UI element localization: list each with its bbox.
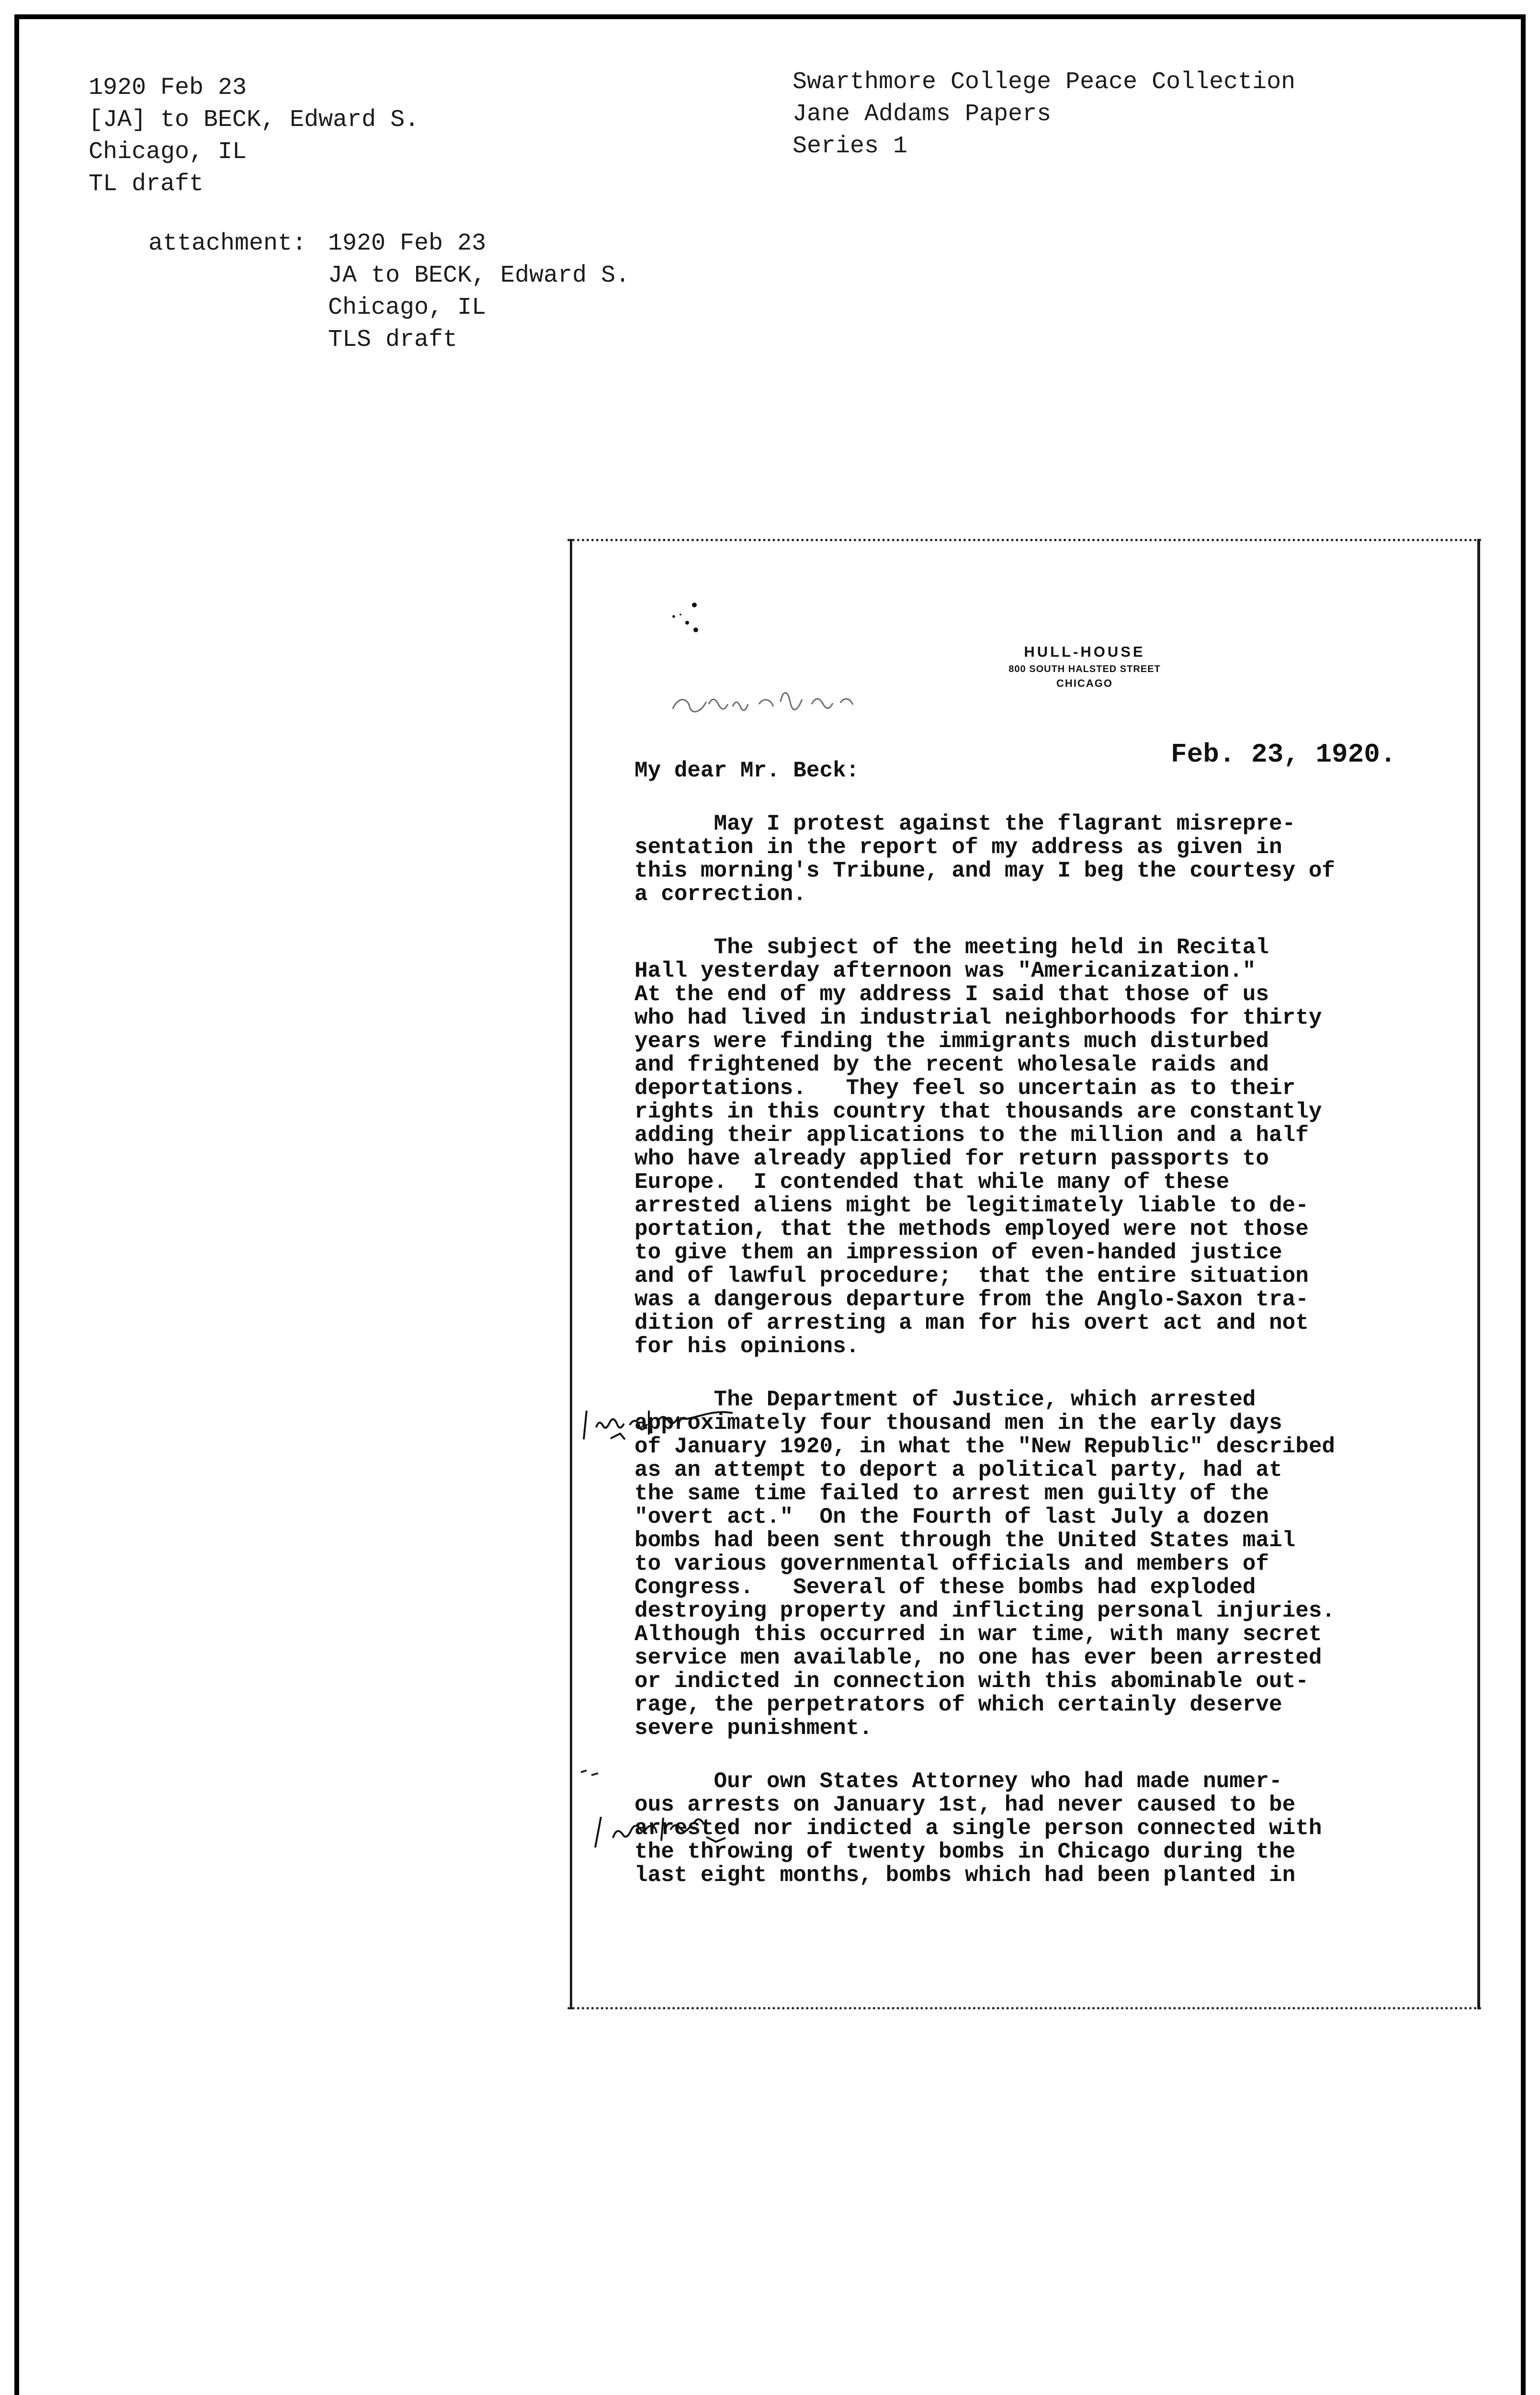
collection-series: Series 1 [793,133,908,160]
text-line: Hall yesterday afternoon was "Americanization." [634,958,1256,983]
attachment-label: attachment: [148,230,307,257]
paragraph-2 [634,936,1458,1358]
catalog-place: Chicago, IL [89,138,247,166]
text-line: for his opinions. [634,1334,860,1359]
text-line: this morning's Tribune, and may I beg the courtesy of [634,858,1336,883]
handwritten-annotation [577,1401,749,1444]
text-line: Although this occurred in war time, with many secret [634,1622,1322,1647]
attachment-date: 1920 Feb 23 [328,230,487,257]
letter-body [634,759,1458,1887]
paragraph-1 [634,812,1458,906]
text-line: dition of arresting a man for his overt act and not [634,1311,1309,1335]
text-line: "overt act." On the Fourth of last July a dozen [634,1505,1269,1529]
letter-top-edge [567,539,1482,541]
margin-mark [577,1763,606,1782]
text-line: severe punishment. [634,1716,872,1741]
letter-page [570,539,1480,2009]
text-line: At the end of my address I said that those of us [634,982,1269,1007]
text-line: of January 1920, in what the "New Republic" described [634,1434,1336,1459]
text-line: sentation in the report of my address as given in [634,835,1282,860]
text-line: as an attempt to deport a political party, had at [634,1458,1282,1483]
text-line: years were finding the immigrants much disturbed [634,1029,1269,1054]
collection-papers: Jane Addams Papers [793,101,1052,128]
letterhead-street: 800 SOUTH HALSTED STREET [1008,664,1161,674]
text-line: who had lived in industrial neighborhoods for thirty [634,1005,1322,1030]
text-line: who have already applied for return passports to [634,1146,1269,1171]
text-line: to various governmental officials and members of [634,1551,1269,1576]
text-line: arrested nor indicted a single person connected with [634,1816,1322,1841]
text-line: adding their applications to the million and a half [634,1123,1309,1148]
letter-bottom-edge [567,2007,1482,2009]
attachment-place: Chicago, IL [328,294,487,321]
attachment-entry [148,228,630,356]
paragraph-3 [634,1388,1458,1740]
attachment-correspondents: JA to BECK, Edward S. [328,262,630,289]
text-line: to give them an impression of even-handed justice [634,1240,1282,1265]
pencil-notation [668,683,869,721]
salutation: My dear Mr. Beck: [634,758,860,783]
letterhead-name: HULL-HOUSE [1024,643,1145,660]
text-line: Our own States Attorney who had made numer- [634,1769,1282,1794]
text-line: the throwing of twenty bombs in Chicago during the [634,1839,1296,1864]
ink-specks [668,596,725,644]
attachment-type: TLS draft [328,326,458,354]
catalog-date: 1920 Feb 23 [89,74,247,102]
text-line: and frightened by the recent wholesale raids and [634,1052,1269,1077]
text-line: rights in this country that thousands are constantly [634,1099,1322,1124]
text-line: approximately four thousand men in the early days [634,1411,1282,1436]
text-line: or indicted in connection with this abominable out- [634,1669,1309,1694]
text-line: a correction. [634,882,806,907]
text-line: service men available, no one has ever been arrested [634,1645,1322,1670]
catalog-correspondents: [JA] to BECK, Edward S. [89,106,419,134]
catalog-type: TL draft [89,171,204,198]
collection-name: Swarthmore College Peace Collection [793,68,1296,96]
handwritten-annotation [587,1803,788,1851]
text-line: and of lawful procedure; that the entire situation [634,1264,1309,1289]
letter-date: Feb. 23, 1920. [1171,739,1396,770]
letterhead-city: CHICAGO [1056,677,1113,689]
catalog-entry [89,72,419,200]
text-line: deportations. They feel so uncertain as to their [634,1076,1296,1101]
text-line: portation, that the methods employed were not those [634,1217,1309,1242]
collection-info [793,66,1295,162]
text-line: destroying property and inflicting personal injuries. [634,1598,1336,1623]
text-line: last eight months, bombs which had been planted in [634,1863,1296,1888]
text-line: Congress. Several of these bombs had exploded [634,1575,1256,1600]
text-line: rage, the perpetrators of which certainly deserve [634,1692,1282,1717]
text-line: The subject of the meeting held in Recital [634,935,1269,960]
text-line: May I protest against the flagrant misrepre- [634,811,1296,836]
text-line: was a dangerous departure from the Anglo-Saxon tra- [634,1287,1309,1312]
text-line: Europe. I contended that while many of these [634,1170,1230,1195]
text-line: the same time failed to arrest men guilty of the [634,1481,1269,1506]
letterhead [965,642,1204,691]
text-line: The Department of Justice, which arrested [634,1387,1256,1412]
text-line: bombs had been sent through the United States mail [634,1528,1296,1553]
text-line: ous arrests on January 1st, had never caused to be [634,1792,1296,1817]
text-line: arrested aliens might be legitimately liable to de- [634,1193,1309,1218]
